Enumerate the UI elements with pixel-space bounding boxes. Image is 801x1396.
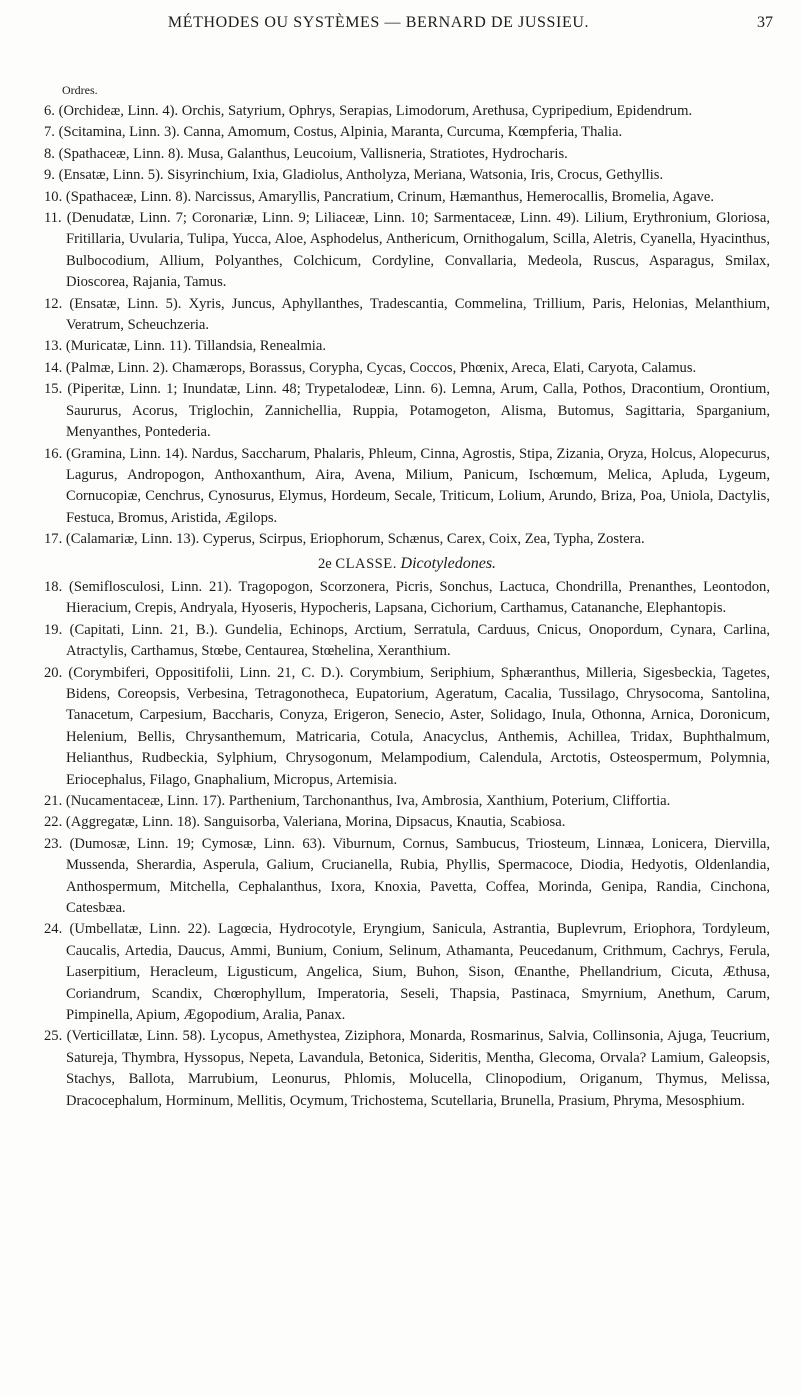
order-entry: 17. (Calamariæ, Linn. 13). Cyperus, Scirpus, Eriophorum, Schænus, Carex, Coix, Zea, Typha, Zostera.	[44, 531, 645, 548]
order-entry: 19. (Capitati, Linn. 21, B.). Gundelia, Echinops, Arctium, Serratula, Carduus, Cnicus, Onopordum, Cynara, Carlina, Atractylis, Carthamus, Stœbe, Centaurea, Stœhelina, Xeranthium.	[44, 621, 770, 660]
page-number: 37	[757, 14, 773, 31]
class-number: 2e	[317, 555, 332, 572]
running-title: MÉTHODES OU SYSTÈMES — BERNARD DE JUSSIEU.	[167, 14, 590, 31]
order-entry: 7. (Scitamina, Linn. 3). Canna, Amomum, Costus, Alpinia, Maranta, Curcuma, Kœmpferia, Thalia.	[44, 124, 623, 141]
order-entry: 24. (Umbellatæ, Linn. 22). Lagœcia, Hydrocotyle, Eryngium, Sanicula, Astrantia, Buplevrum, Eriophora, Tordyleum, Caucalis, Artedia, Daucus, Ammi, Bunium, Conium, Selinum, Athamanta, Peucedanum, Crithmum, Cachrys, Ferula, Laserpitium, Heracleum, Ligusticum, Angelica, Sium, Buhon, Sison, Œnanthe, Phellandrium, Cicuta, Æthusa, Coriandrum, Scandix, Chœrophyllum, Imperatoria, Seseli, Thapsia, Pastinaca, Smyrnium, Anethum, Carum, Pimpinella, Apium, Ægopodium, Aralia, Panax.	[44, 921, 770, 1024]
order-entry: 8. (Spathaceæ, Linn. 8). Musa, Galanthus, Leucoium, Vallisneria, Stratiotes, Hydrocharis.	[44, 145, 568, 162]
order-entry: 9. (Ensatæ, Linn. 5). Sisyrinchium, Ixia, Gladiolus, Antholyza, Meriana, Watsonia, Iris, Crocus, Gethyllis.	[44, 167, 664, 184]
order-entry: 25. (Verticillatæ, Linn. 58). Lycopus, Amethystea, Ziziphora, Monarda, Rosmarinus, Salvia, Collinsonia, Ajuga, Teucrium, Satureja, Thymbra, Hyssopus, Nepeta, Lavandula, Betonica, Sideritis, Mentha, Glecoma, Orvala? Lamium, Galeopsis, Stachys, Ballota, Marrubium, Leonurus, Phlomis, Molucella, Clinopodium, Origanum, Thymus, Melissa, Dracocephalum, Horminum, Mellitis, Ocymum, Trichostema, Scutellaria, Brunella, Prasium, Phryma, Mesosphium.	[44, 1028, 770, 1109]
order-entry: 22. (Aggregatæ, Linn. 18). Sanguisorba, Valeriana, Morina, Dipsacus, Knautia, Scabiosa.	[44, 814, 566, 831]
body-text	[44, 80, 770, 1112]
class-word: CLASSE.	[335, 555, 397, 572]
order-entry: 13. (Muricatæ, Linn. 11). Tillandsia, Renealmia.	[44, 338, 326, 355]
order-entry: 15. (Piperitæ, Linn. 1; Inundatæ, Linn. 48; Trypetalodeæ, Linn. 6). Lemna, Arum, Calla, Pothos, Dracontium, Orontium, Saururus, Acorus, Triglochin, Zannichellia, Ruppia, Potamogeton, Alisma, Butomus, Sagittaria, Sparganium, Menyanthes, Pontederia.	[44, 381, 770, 441]
running-header	[44, 14, 773, 38]
class-name: Dicotyledones.	[400, 554, 497, 572]
order-entry: 18. (Semiflosculosi, Linn. 21). Tragopogon, Scorzonera, Picris, Sonchus, Lactuca, Chondrilla, Prenanthes, Leontodon, Hieracium, Crepis, Andryala, Hyoseris, Hypocheris, Lapsana, Cichorium, Carthamus, Catananche, Elephantopis.	[44, 578, 770, 617]
order-entry: 16. (Gramina, Linn. 14). Nardus, Saccharum, Phalaris, Phleum, Cinna, Agrostis, Stipa, Zizania, Oryza, Holcus, Alopecurus, Lagurus, Andropogon, Anthoxanthum, Aira, Avena, Milium, Panicum, Ischœmum, Melica, Apluda, Lygeum, Cornucopiæ, Cenchrus, Cynosurus, Elymus, Hordeum, Secale, Triticum, Lolium, Arundo, Briza, Poa, Uniola, Dactylis, Festuca, Bromus, Aristida, Ægilops.	[44, 445, 770, 526]
order-entry: 10. (Spathaceæ, Linn. 8). Narcissus, Amaryllis, Pancratium, Crinum, Hæmanthus, Hemerocallis, Bromelia, Agave.	[44, 188, 714, 205]
dicot-orders-list	[44, 577, 770, 1112]
order-entry: 14. (Palmæ, Linn. 2). Chamærops, Borassus, Corypha, Cycas, Coccos, Phœnix, Areca, Elati, Caryota, Calamus.	[44, 359, 697, 376]
monocot-orders-list	[44, 101, 770, 551]
section-heading: Ordres.	[62, 83, 98, 97]
class-heading	[44, 553, 770, 575]
order-entry: 23. (Dumosæ, Linn. 19; Cymosæ, Linn. 63). Viburnum, Cornus, Sambucus, Triosteum, Linnæa, Lonicera, Diervilla, Mussenda, Sherardia, Asperula, Galium, Crucianella, Rubia, Phyllis, Spermacoce, Diodia, Hedyotis, Oldenlandia, Anthospermum, Mitchella, Cephalanthus, Ixora, Knoxia, Pavetta, Coffea, Morinda, Genipa, Randia, Cinchona, Catesbæa.	[44, 835, 770, 917]
order-entry: 12. (Ensatæ, Linn. 5). Xyris, Juncus, Aphyllanthes, Tradescantia, Commelina, Trillium, Paris, Helonias, Melanthium, Veratrum, Scheuchzeria.	[44, 295, 770, 334]
order-entry: 20. (Corymbiferi, Oppositifolii, Linn. 21, C. D.). Corymbium, Seriphium, Sphæranthus, Milleria, Sigesbeckia, Tagetes, Bidens, Coreopsis, Verbesina, Tetragonotheca, Eupatorium, Ageratum, Cacalia, Tussilago, Chrysocoma, Santolina, Tanacetum, Carpesium, Baccharis, Conyza, Erigeron, Senecio, Aster, Solidago, Inula, Othonna, Arnica, Doronicum, Helenium, Bellis, Chrysanthemum, Matricaria, Cotula, Anacyclus, Anthemis, Achillea, Tridax, Buphthalmum, Helianthus, Rudbeckia, Sylphium, Chrysogonum, Melampodium, Calendula, Arctotis, Osteospermum, Polymnia, Eriocephalus, Filago, Gnaphalium, Micropus, Artemisia.	[44, 664, 770, 788]
order-entry: 6. (Orchideæ, Linn. 4). Orchis, Satyrium, Ophrys, Serapias, Limodorum, Arethusa, Cypripedium, Epidendrum.	[44, 103, 693, 119]
order-entry: 11. (Denudatæ, Linn. 7; Coronariæ, Linn. 9; Liliaceæ, Linn. 10; Sarmentaceæ, Linn. 49). Lilium, Erythronium, Gloriosa, Fritillaria, Uvularia, Tulipa, Yucca, Aloe, Asphodelus, Anthericum, Ornithogalum, Scilla, Aletris, Cyanella, Hyacinthus, Bulbocodium, Allium, Polyanthes, Colchicum, Cordyline, Convallaria, Medeola, Ruscus, Asparagus, Smilax, Dioscorea, Rajania, Tamus.	[44, 210, 770, 291]
order-entry: 21. (Nucamentaceæ, Linn. 17). Parthenium, Tarchonanthus, Iva, Ambrosia, Xanthium, Poterium, Cliffortia.	[44, 793, 671, 809]
